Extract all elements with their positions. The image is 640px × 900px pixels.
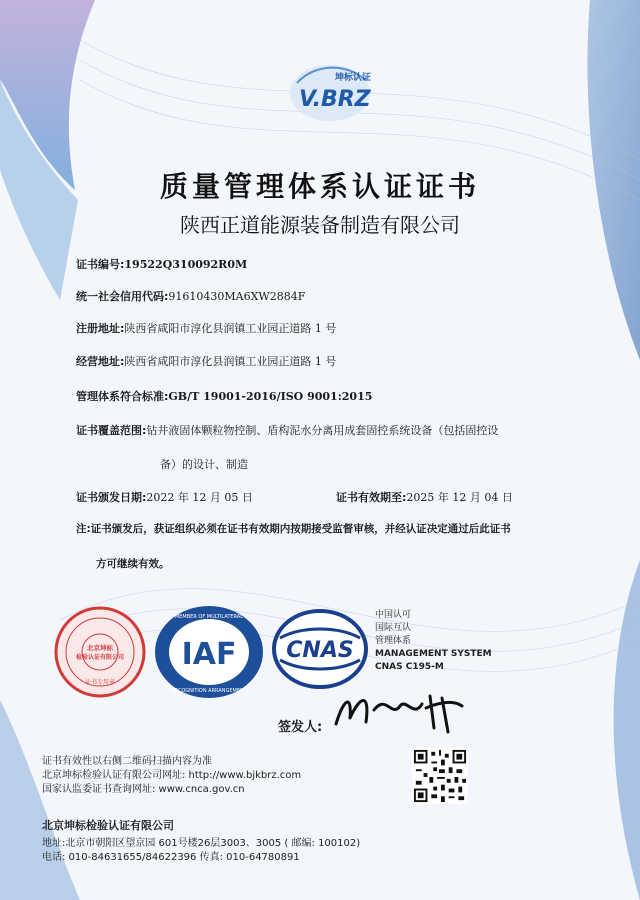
reg-addr-value: 陕西省咸阳市淳化县润镇工业园正道路 1 号 [124, 322, 337, 335]
footer-verify-line2: 北京坤标检验认证有限公司网址: http://www.bjkbrz.com [42, 770, 302, 781]
credit-code-row [76, 288, 305, 304]
svg-text:北京坤标: 北京坤标 [87, 644, 113, 652]
vbrz-logo [285, 58, 375, 128]
standard-label: 管理体系符合标准: [76, 390, 169, 403]
cnas-text: CNAS [286, 638, 354, 663]
cnas-line5: CNAS C195-M [375, 662, 444, 672]
svg-text:检验认证有限公司: 检验认证有限公司 [75, 654, 125, 661]
op-addr-value: 陕西省咸阳市淳化县润镇工业园正道路 1 号 [124, 355, 337, 368]
op-addr-label: 经营地址: [76, 355, 125, 368]
iaf-logo [153, 604, 265, 700]
svg-text:RECOGNITION ARRANGEMENT: RECOGNITION ARRANGEMENT [171, 688, 247, 694]
svg-text:MEMBER OF MULTILATERAL: MEMBER OF MULTILATERAL [174, 614, 244, 620]
scope-value-line1: 钻井液固体颗粒物控制、盾构泥水分离用成套固控系统设备（包括固控设 [146, 424, 499, 437]
handwritten-signature [330, 688, 470, 736]
standard-row [76, 388, 372, 404]
iaf-text: IAF [181, 637, 237, 672]
cert-no-value: 19522Q310092R0M [124, 258, 248, 271]
company-name: 陕西正道能源装备制造有限公司 [180, 213, 460, 237]
scope-value-line2: 备）的设计、制造 [160, 458, 248, 471]
footer-verify-line1: 证书有效性以右侧二维码扫描内容为准 [42, 756, 212, 767]
cnas-logo [272, 608, 368, 690]
op-addr-row [76, 353, 336, 369]
logo-cn-text: 坤标认证 [335, 73, 372, 83]
scope-label: 证书覆盖范围: [76, 424, 147, 437]
cnas-line1: 中国认可 [375, 610, 412, 620]
footer-contact: 电话: 010-84631655/84622396 传真: 010-64780891 [42, 852, 300, 863]
footer-verify-line3: 国家认监委证书查询网址: www.cnca.gov.cn [42, 784, 245, 795]
footer-address: 地址:北京市朝阳区望京园 601号楼26层3003、3005 ( 邮编: 100102) [42, 838, 361, 849]
valid-date-row [336, 489, 513, 505]
valid-date-value: 2025 年 12 月 04 日 [406, 491, 513, 504]
cert-no-label: 证书编号: [76, 258, 125, 271]
issue-date-value: 2022 年 12 月 05 日 [146, 491, 253, 504]
cnas-line2: 国际互认 [375, 623, 412, 633]
reg-addr-row [76, 320, 336, 336]
qr-code[interactable] [412, 748, 468, 804]
svg-text:证书专用章: 证书专用章 [84, 679, 116, 686]
issue-date-label: 证书颁发日期: [76, 491, 147, 504]
note-line1: 注:证书颁发后，获证组织必须在证书有效期内按期接受监督审核，并经认证决定通过后此证书 [76, 523, 511, 535]
company-seal-stamp [52, 604, 148, 700]
cert-no-row [76, 256, 247, 272]
signer-label: 签发人: [278, 720, 323, 735]
credit-code-label: 统一社会信用代码: [76, 290, 169, 303]
footer-org-name: 北京坤标检验认证有限公司 [42, 819, 174, 832]
standard-value: GB/T 19001-2016/ISO 9001:2015 [168, 390, 373, 403]
credit-code-value: 91610430MA6XW2884F [168, 290, 306, 303]
cnas-accreditation-info [375, 609, 492, 674]
valid-date-label: 证书有效期至: [336, 491, 407, 504]
scope-row [76, 422, 498, 438]
logo-en-text: V.BRZ [299, 87, 371, 112]
note-line2: 方可继续有效。 [96, 558, 170, 570]
certificate-title: 质量管理体系认证证书 [159, 170, 480, 203]
reg-addr-label: 注册地址: [76, 322, 125, 335]
cnas-line3: 管理体系 [375, 636, 412, 646]
cnas-line4: MANAGEMENT SYSTEM [375, 649, 492, 659]
issue-date-row [76, 489, 253, 505]
